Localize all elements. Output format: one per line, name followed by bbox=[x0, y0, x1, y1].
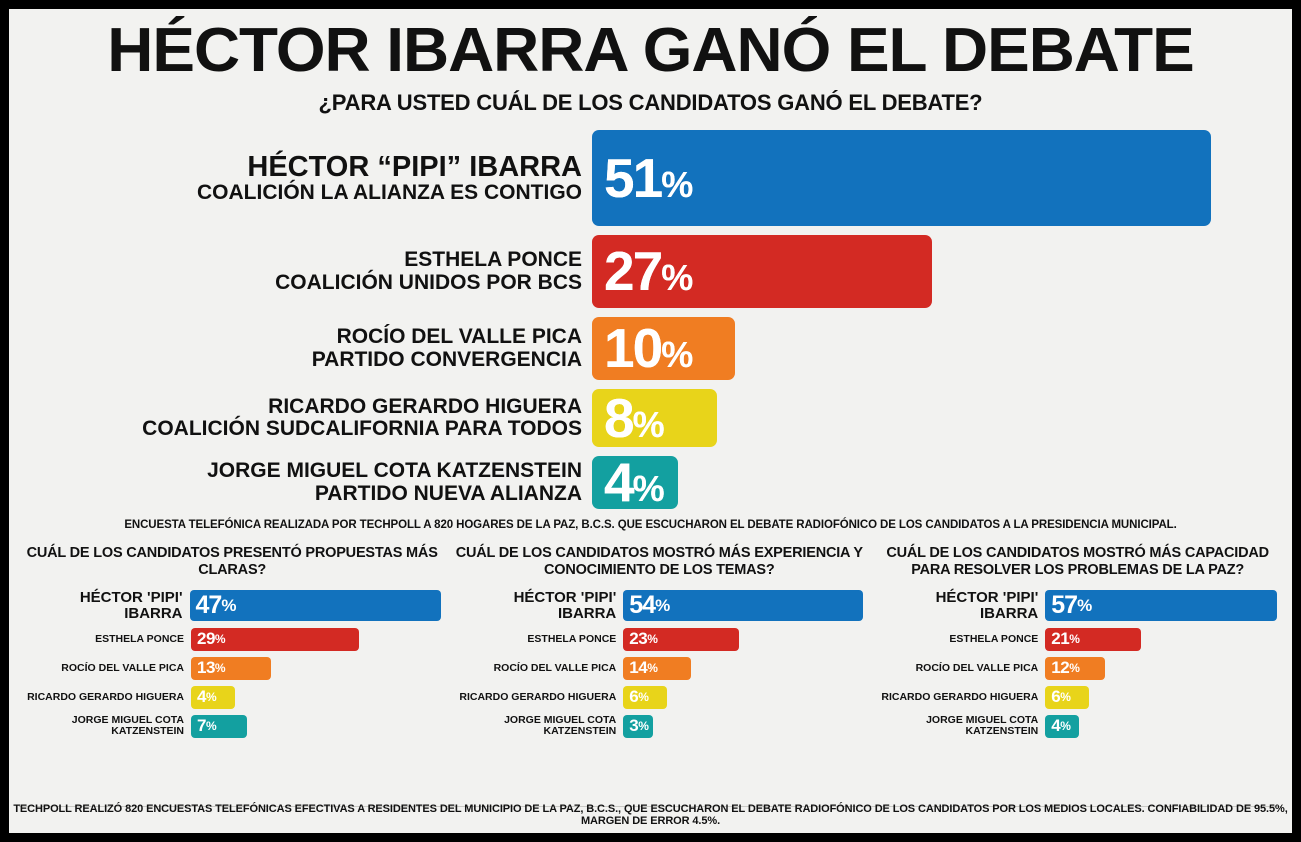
sub-chart-experiencia bbox=[455, 545, 863, 744]
candidate-name: HÉCTOR 'PIPI' IBARRA bbox=[935, 589, 1039, 623]
sub-chart-row bbox=[877, 590, 1278, 622]
bar-segment: 57 % bbox=[1045, 590, 1277, 621]
bar-segment: 4 % bbox=[191, 686, 235, 709]
candidate-party: COALICIÓN SUDCALIFORNIA PARA TODOS bbox=[142, 417, 582, 440]
candidate-name: JORGE MIGUEL COTA KATZENSTEIN bbox=[71, 714, 184, 738]
bar-value: 51% bbox=[604, 146, 692, 209]
candidate-name: HÉCTOR 'PIPI' IBARRA bbox=[79, 589, 183, 623]
sub-chart-row bbox=[455, 590, 863, 622]
sub-chart-row bbox=[23, 686, 441, 709]
candidate-name: RICARDO GERARDO HIGUERA bbox=[881, 690, 1039, 703]
bar-segment bbox=[592, 451, 678, 513]
candidate-party: COALICIÓN LA ALIANZA ES CONTIGO bbox=[197, 181, 582, 205]
sub-chart-row bbox=[455, 686, 863, 709]
sub-chart-row bbox=[23, 715, 441, 738]
candidate-name: HÉCTOR 'PIPI' IBARRA bbox=[513, 589, 617, 623]
sub-chart-title: CUÁL DE LOS CANDIDATOS MOSTRÓ MÁS CAPACIDAD PARA RESOLVER LOS PROBLEMAS DE LA PAZ? bbox=[886, 545, 1269, 578]
chart-row-labels bbox=[9, 389, 592, 447]
chart-row-labels bbox=[9, 317, 592, 380]
sub-chart-row bbox=[455, 715, 863, 738]
candidate-name: JORGE MIGUEL COTA KATZENSTEIN bbox=[207, 459, 582, 483]
infographic-body bbox=[9, 9, 1292, 833]
bar-segment: 54 % bbox=[623, 590, 863, 621]
sub-chart-capacidad bbox=[877, 545, 1278, 744]
candidate-name: ESTHELA PONCE bbox=[95, 632, 184, 645]
bar-segment: 14 % bbox=[623, 657, 691, 680]
chart-row-labels bbox=[9, 235, 592, 308]
candidate-party: COALICIÓN UNIDOS POR BCS bbox=[275, 270, 582, 294]
sub-chart-title: CUÁL DE LOS CANDIDATOS PRESENTÓ PROPUESTAS MÁS CLARAS? bbox=[26, 545, 438, 578]
sub-chart-row bbox=[877, 657, 1278, 680]
bar-segment: 6 % bbox=[1045, 686, 1089, 709]
candidate-name: ROCÍO DEL VALLE PICA bbox=[336, 325, 582, 349]
bar-segment: 29 % bbox=[191, 628, 359, 651]
page-subtitle: ¿PARA USTED CUÁL DE LOS CANDIDATOS GANÓ EL DEBATE? bbox=[318, 90, 983, 115]
candidate-party: PARTIDO NUEVA ALIANZA bbox=[314, 481, 582, 505]
sub-chart-row bbox=[23, 590, 441, 622]
candidate-party: PARTIDO CONVERGENCIA bbox=[311, 347, 582, 371]
bar-segment: 4 % bbox=[1045, 715, 1079, 738]
sub-charts bbox=[9, 545, 1292, 744]
survey-note: ENCUESTA TELEFÓNICA REALIZADA POR TECHPOLL A 820 HOGARES DE LA PAZ, B.C.S. QUE ESCUCHARON EL DEBATE RADIOFÓNICO DE LOS CANDIDATOS A LA PRESIDENCIA MUNICIPAL. bbox=[124, 519, 1177, 531]
sub-chart-propuestas bbox=[23, 545, 441, 744]
main-bar-chart bbox=[9, 130, 1292, 513]
chart-row bbox=[9, 451, 1292, 513]
sub-chart-row bbox=[877, 686, 1278, 709]
chart-row bbox=[9, 130, 1292, 226]
bar-segment: 23 % bbox=[623, 628, 739, 651]
candidate-name: ESTHELA PONCE bbox=[527, 632, 617, 645]
bar-value: 4% bbox=[604, 451, 663, 513]
page-title: HÉCTOR IBARRA GANÓ EL DEBATE bbox=[107, 16, 1194, 85]
sub-chart-row bbox=[455, 657, 863, 680]
bar-segment bbox=[592, 386, 717, 449]
footer-note: TECHPOLL REALIZÓ 820 ENCUESTAS TELEFÓNICAS EFECTIVAS A RESIDENTES DEL MUNICIPIO DE LA PAZ, B.C.S., QUE ESCUCHARON EL DEBATE RADIOFÓNICO DE LOS CANDIDATOS POR LOS MEDIOS LOCALES. CONFIABILIDAD DE 95.5%, MARGEN DE ERROR 4.5%. bbox=[13, 803, 1288, 827]
candidate-name: RICARDO GERARDO HIGUERA bbox=[27, 690, 184, 703]
chart-row-labels bbox=[9, 456, 592, 509]
bar-segment bbox=[592, 235, 932, 308]
sub-chart-row bbox=[877, 715, 1278, 738]
bar-value: 8% bbox=[604, 386, 663, 449]
chart-row bbox=[9, 317, 1292, 380]
candidate-name: RICARDO GERARDO HIGUERA bbox=[459, 690, 617, 703]
candidate-name: ESTHELA PONCE bbox=[949, 632, 1039, 645]
bar-value: 27% bbox=[604, 240, 692, 302]
bar-segment: 13 % bbox=[191, 657, 271, 680]
bar-segment bbox=[592, 317, 735, 380]
candidate-name: JORGE MIGUEL COTA KATZENSTEIN bbox=[926, 714, 1039, 738]
candidate-name: RICARDO GERARDO HIGUERA bbox=[268, 394, 582, 418]
sub-chart-row bbox=[23, 628, 441, 651]
candidate-name: JORGE MIGUEL COTA KATZENSTEIN bbox=[504, 714, 617, 738]
bar-segment: 47 % bbox=[190, 590, 442, 621]
chart-row bbox=[9, 235, 1292, 308]
bar-value: 10% bbox=[604, 317, 692, 379]
candidate-name: ROCÍO DEL VALLE PICA bbox=[915, 661, 1039, 674]
candidate-name: ROCÍO DEL VALLE PICA bbox=[493, 661, 617, 674]
bar-segment: 12 % bbox=[1045, 657, 1105, 680]
bar-segment: 6 % bbox=[623, 686, 667, 709]
bar-segment: 3 % bbox=[623, 715, 653, 738]
candidate-name: ESTHELA PONCE bbox=[404, 248, 582, 272]
chart-row bbox=[9, 386, 1292, 449]
sub-chart-row bbox=[455, 628, 863, 651]
bar-segment: 21 % bbox=[1045, 628, 1141, 651]
sub-chart-row bbox=[877, 628, 1278, 651]
sub-chart-title: CUÁL DE LOS CANDIDATOS MOSTRÓ MÁS EXPERIENCIA Y CONOCIMIENTO DE LOS TEMAS? bbox=[455, 545, 863, 578]
sub-chart-row bbox=[23, 657, 441, 680]
bar-segment: 7 % bbox=[191, 715, 247, 738]
chart-row-labels bbox=[9, 130, 592, 226]
bar-segment bbox=[592, 130, 1211, 226]
candidate-name: HÉCTOR “PIPI” IBARRA bbox=[247, 150, 582, 183]
candidate-name: ROCÍO DEL VALLE PICA bbox=[61, 661, 184, 674]
